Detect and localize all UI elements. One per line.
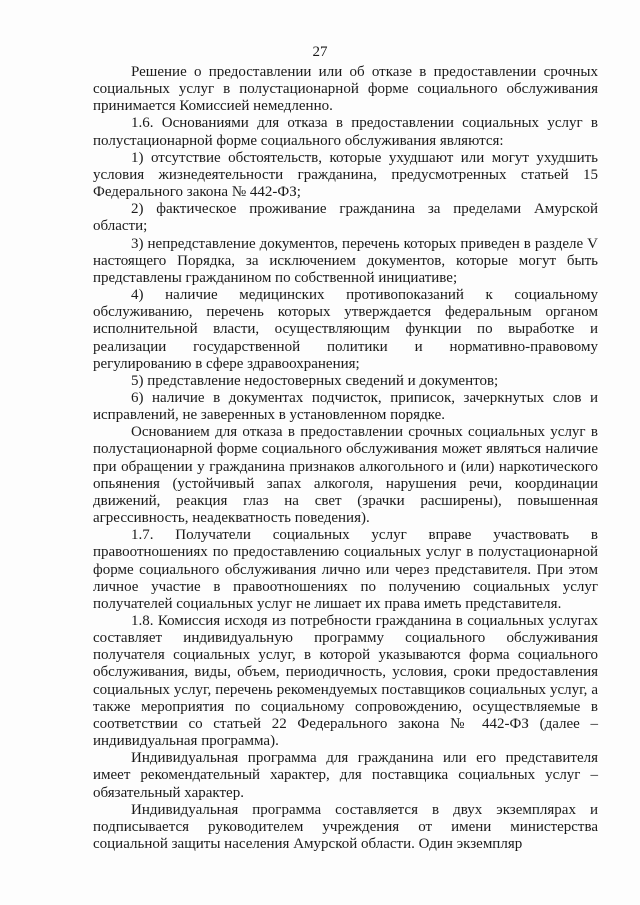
paragraph-program-nature: Индивидуальная программа для гражданина или его представителя имеет рекомендательный характер, для поставщика социальных услуг – обязательный характер. <box>93 750 598 801</box>
paragraph-1-7-recipients: 1.7. Получатели социальных услуг вправе участвовать в правоотношениях по предоставлению социальных услуг в полустационарной форме социального обслуживания лично или через представителя. При этом личное участие в правоотношениях по получению социальных услуг получателей социальных услуг не лишает их права иметь представителя. <box>93 527 598 612</box>
document-body <box>93 64 598 853</box>
page-number: 27 <box>312 44 328 60</box>
paragraph-urgent-refusal-ground: Основанием для отказа в предоставлении срочных социальных услуг в полустационарной форме социального обслуживания может являться наличие при обращении у гражданина признаков алкогольного и (или) наркотического опьянения (устойчивый запах алкоголя, нарушения речи, координации движений, реакция глаз на свет (зрачки расширены), повышенная агрессивность, неадекватность поведения). <box>93 424 598 527</box>
paragraph-ground-4: 4) наличие медицинских противопоказаний к социальному обслуживанию, перечень которых утверждается федеральным органом исполнительной власти, осуществляющим функции по выработке и реализации государственной политики и нормативно-правовому регулированию в сфере здравоохранения; <box>93 287 598 372</box>
paragraph-ground-5: 5) представление недостоверных сведений и документов; <box>131 372 499 389</box>
paragraph-ground-3: 3) непредставление документов, перечень которых приведен в разделе V настоящего Порядка, за исключением документов, которые могут быть представлены гражданином по собственной инициативе; <box>93 235 598 286</box>
paragraph-1-8-commission: 1.8. Комиссия исходя из потребности гражданина в социальных услугах составляет индивидуальную программу социального обслуживания получателя социальных услуг, в которой указываются форма социального обслуживания, виды, объем, периодичность, условия, сроки предоставления социальных услуг, перечень рекомендуемых поставщиков социальных услуг, а также мероприятия по социальному сопровождению, осуществляемые в соответствии со статьей 22 Федерального закона № 442-ФЗ (далее – индивидуальная программа). <box>93 613 598 750</box>
paragraph-ground-1: 1) отсутствие обстоятельств, которые ухудшают или могут ухудшить условия жизнедеятельности гражданина, предусмотренных статьей 15 Федерального закона № 442-ФЗ; <box>93 149 598 201</box>
paragraph-ground-2: 2) фактическое проживание гражданина за пределами Амурской области; <box>93 201 598 235</box>
paragraph-program-copies: Индивидуальная программа составляется в двух экземплярах и подписывается руководителем учреждения от имени министерства социальной защиты населения Амурской области. Один экземпляр <box>93 801 598 853</box>
paragraph-ground-6: 6) наличие в документах подчисток, приписок, зачеркнутых слов и исправлений, не заверенных в установленном порядке. <box>93 389 598 424</box>
paragraph-urgent-decision: Решение о предоставлении или об отказе в предоставлении срочных социальных услуг в полустационарной форме социального обслуживания принимается Комиссией немедленно. <box>93 64 598 115</box>
paragraph-1-6-refusal-grounds: 1.6. Основаниями для отказа в предоставлении социальных услуг в полустационарной форме социального обслуживания являются: <box>93 115 598 149</box>
